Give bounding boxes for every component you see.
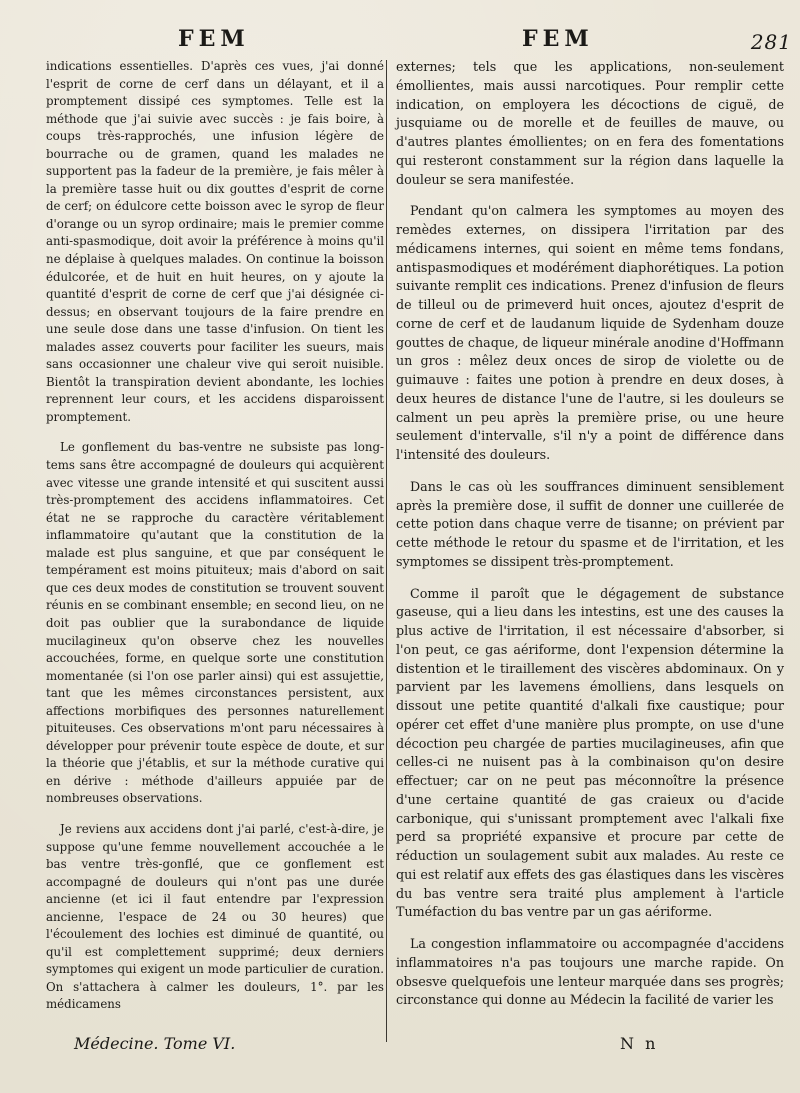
paragraph: La congestion inflammatoire ou accompagnée d'accidens inflammatoires n'a pas toujours une marche rapide. On obsesve quelquefois une lenteur marquée dans ses progrès; circonstance qui donne au Médecin la facilité de varier les xyxy=(396,936,784,1008)
paragraph: Pendant qu'on calmera les symptomes au moyen des remèdes externes, on dissipera l'irritation par des médicamens internes, qui soient en même tems fondans, antispasmodiques et modérément diaphorétiques. La potion suivante remplit ces indications. Prenez d'infusion de fleurs de tilleul ou de primeverd huit onces, ajoutez d'esprit de corne de cerf et de laudanum liquide de Sydenham douze gouttes de chaque, de liqueur minérale anodine d'Hoffmann un gros : mêlez deux onces de sirop de violette ou de guimauve : faites une potion à prendre en deux doses, à deux heures de distance l'une de l'autre, si les douleurs se calment un peu après la première prise, ou une heure seulement d'intervalle, s'il n'y a point de différence dans l'intensité des douleurs. xyxy=(396,203,784,462)
paragraph: Le gonflement du bas-ventre ne subsiste pas long-tems sans être accompagné de douleurs qui acquièrent avec vitesse une grande intensité et qui suscitent aussi très-promptement des accidens inflammatoires. Cet état ne se rapproche du caractère véritablement inflammatoire qu'autant que la constitution de la malade est plus sanguine, et que par conséquent le tempérament est moins pituiteux; mais d'abord on sait que ces deux modes de constitution se trouvent souvent réunis en se combinant ensemble; en second lieu, on ne doit pas oublier que la surabondance de liquide mucilagineux qu'on observe chez les nouvelles accouchées, forme, en quelque sorte une constitution momentanée (si l'on ose parler ainsi) qui est assujettie, tant que les mêmes circonstances persistent, aux affections morbifiques des personnes naturellement pituiteuses. Ces observations m'ont paru nécessaires à développer pour prévenir toute espèce de doute, et sur la théorie que j'établis, et sur la méthode curative qui en dérive : méthode d'ailleurs appuiée par de nombreuses observations. xyxy=(46,440,384,806)
right-column xyxy=(396,58,784,1023)
running-head-left: FEM xyxy=(178,26,250,52)
footer-volume-title: Médecine. Tome VI. xyxy=(74,1034,236,1053)
paragraph: Je reviens aux accidens dont j'ai parlé, c'est-à-dire, je suppose qu'une femme nouvellement accouchée a le bas ventre très-gonflé, que ce gonflement est accompagné de douleurs qui n'ont pas une durée ancienne (et ici il faut entendre par l'expression ancienne, l'espace de 24 ou 30 heures) que l'écoulement des lochies est diminué de quantité, ou qu'il est complettement supprimé; deux derniers symptomes qui exigent un mode particulier de curation. On s'attachera à calmer les douleurs, 1°. par les médicamens xyxy=(46,821,384,1012)
paragraph: Dans le cas où les souffrances diminuent sensiblement après la première dose, il suffit de donner une cuillerée de cette potion dans chaque verre de tisanne; on prévient par cette méthode le retour du spasme et de l'irritation, et les symptomes se dissipent très-promptement. xyxy=(396,478,784,569)
paragraph: indications essentielles. D'après ces vues, j'ai donné l'esprit de corne de cerf dans un délayant, et il a promptement dissipé ces symptomes. Telle est la méthode que j'ai suivie avec succès : je fais boire, à coups très-rapprochés, une infusion légère de bourrache ou de gramen, quand les malades ne supportent pas la fadeur de la première, je fais mêler à la première tasse huit ou dix gouttes d'esprit de corne de cerf; on édulcore cette boisson avec le syrop de fleur d'orange ou un syrop ordinaire; mais le premier comme anti-spasmodique, doit avoir la préférence à moins qu'il ne déplaise à quelques malades. On continue la boisson édulcorée, et de huit en huit heures, on y ajoute la quantité d'esprit de corne de cerf que j'ai désignée ci-dessus; en observant toujours de la faire prendre en une seule dose dans une tasse d'infusion. On tient les malades assez couverts pour faciliter les sueurs, mais sans occasionner une chaleur vive qui seroit nuisible. Bientôt la transpiration devient abondante, les lochies reprennent leur cours, et les accidens disparoissent promptement. xyxy=(46,59,384,424)
column-divider xyxy=(386,60,387,1042)
running-head-right: FEM xyxy=(522,26,594,52)
paragraph: Comme il paroît que le dégagement de substance gaseuse, qui a lieu dans les intestins, est une des causes la plus active de l'irritation, il est nécessaire d'absorber, si l'on peut, ce gas aériforme, dont l'expension détermine la distention et le tiraillement des viscères abdominaux. On y parvient par les lavemens émolliens, dans lesquels on dissout une petite quantité d'alkali fixe caustique; pour opérer cet effet d'une manière plus prompte, on use d'une décoction peu chargée de parties mucilagineuses, afin que celles-ci ne nuisent pas à la combinaison qu'on desire effectuer; car on ne peut pas méconnoître la présence d'une certaine quantité de gas craieux ou d'acide carbonique, qui s'unissant promptement avec l'alkali fixe perd sa propriété expansive et procure par cette de réduction un soulagement subit aux malades. Au reste ce qui est relatif aux effets des gas élastiques dans les viscères du bas ventre sera traité plus amplement à l'article Tuméfaction du bas ventre par un gas aériforme. xyxy=(396,585,784,920)
left-column xyxy=(46,58,384,1027)
page-number: 281 xyxy=(750,30,792,54)
footer-signature-mark: N n xyxy=(620,1034,659,1053)
paragraph: externes; tels que les applications, non-seulement émollientes, mais aussi narcotiques. Pour remplir cette indication, on employera les décoctions de ciguë, de jusquiame ou de morelle et de feuilles de mauve, ou d'autres plantes émollientes; on en fera des fomentations qui resteront constamment sur la région dans laquelle la douleur se sera manifestée. xyxy=(396,59,784,187)
